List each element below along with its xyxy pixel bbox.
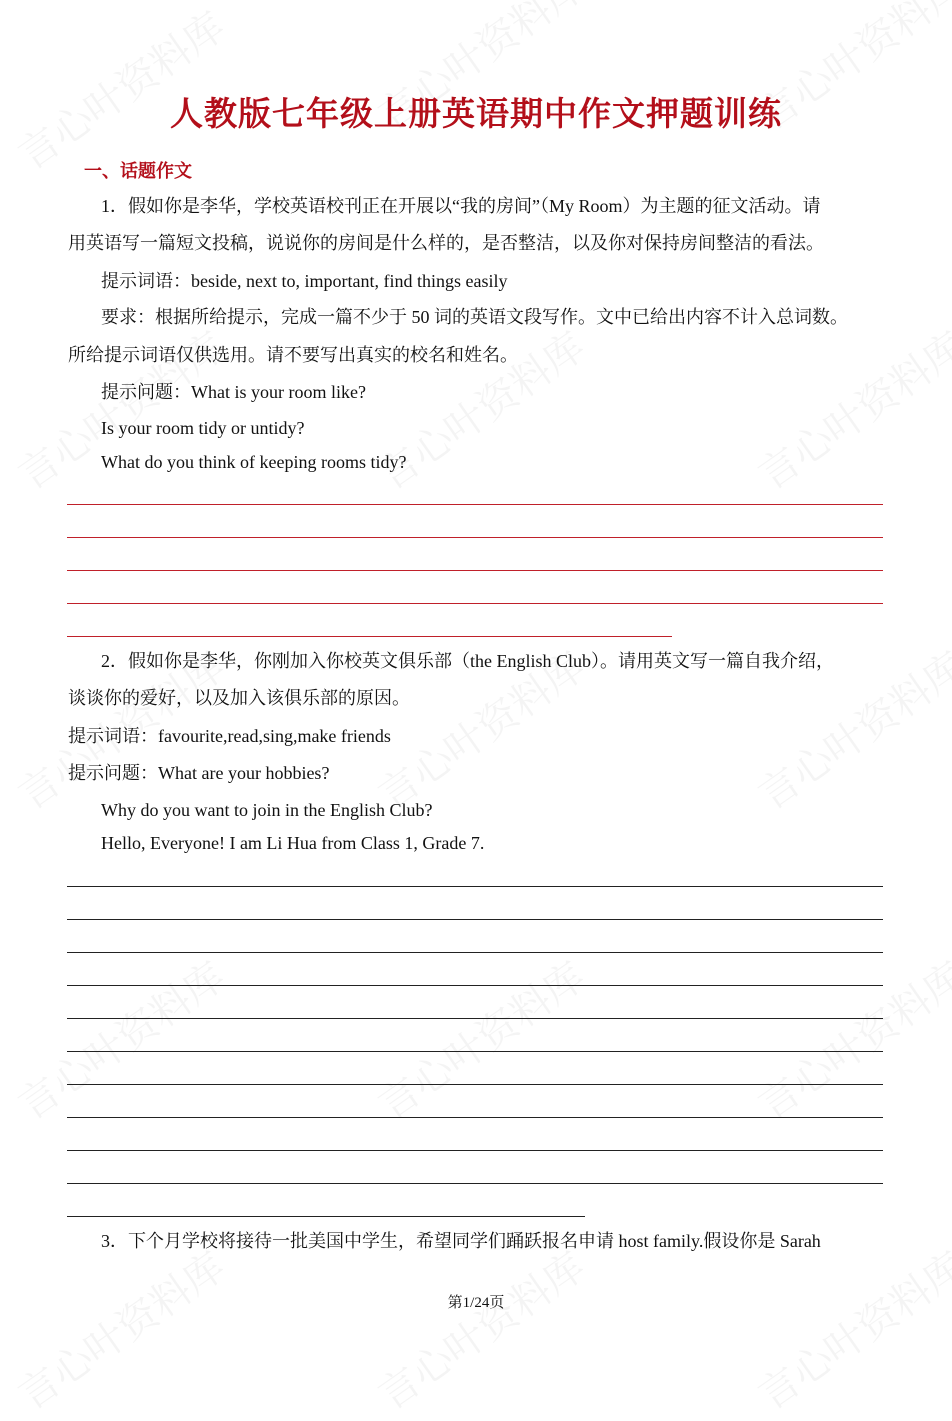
watermark [365,946,594,1130]
q1-hint-question-1: 提示问题：What is your room like? [101,382,366,402]
q3-line1: 3．下个月学校将接待一批美国中学生，希望同学们踊跃报名申请 host family.假设你是 Sarah [101,1231,821,1251]
answer-line [67,919,883,920]
answer-line [67,1084,883,1085]
answer-line [67,1018,883,1019]
page-title: 人教版七年级上册英语期中作文押题训练 [170,94,782,133]
q2-line1: 2．假如你是李华，你刚加入你校英文俱乐部（the English Club）。请用英文写一篇自我介绍， [101,651,834,671]
q1-hint-question-2: Is your room tidy or untidy? [101,418,305,438]
answer-line [67,603,883,604]
q2-hint-words: 提示词语：favourite,read,sing,make friends [68,726,391,746]
section-heading: 一、话题作文 [84,161,192,182]
q1-hint-words: 提示词语：beside, next to, important, find things easily [101,271,508,291]
q2-hint-question-1: 提示问题：What are your hobbies? [68,763,330,783]
watermark [5,1236,234,1420]
answer-line [67,952,883,953]
answer-line [67,570,883,571]
answer-line [67,1150,883,1151]
answer-line [67,886,883,887]
answer-line [67,636,672,637]
q1-requirement-2: 所给提示词语仅供选用。请不要写出真实的校名和姓名。 [68,345,518,365]
watermark [365,1236,594,1420]
answer-line [67,1183,883,1184]
q2-hint-question-2: Why do you want to join in the English Club? [101,800,433,820]
q2-opening: Hello, Everyone! I am Li Hua from Class 1, Grade 7. [101,833,485,853]
watermark [745,946,952,1130]
page-number: 第1/24页 [447,1295,505,1311]
q1-requirement-1: 要求：根据所给提示，完成一篇不少于 50 词的英语文段写作。文中已给出内容不计入总词数。 [101,307,848,327]
q2-line2: 谈谈你的爱好，以及加入该俱乐部的原因。 [68,688,410,708]
answer-line [67,1216,585,1217]
answer-line [67,537,883,538]
answer-line [67,1051,883,1052]
q1-line1: 1．假如你是李华，学校英语校刊正在开展以“我的房间”（My Room）为主题的征文活动。请 [101,196,821,216]
answer-line [67,985,883,986]
watermark [5,946,234,1130]
answer-line [67,1117,883,1118]
watermark [745,316,952,500]
watermark [745,1236,952,1420]
q1-hint-question-3: What do you think of keeping rooms tidy? [101,452,407,472]
q1-line2: 用英语写一篇短文投稿，说说你的房间是什么样的，是否整洁，以及你对保持房间整洁的看法。 [68,233,824,253]
answer-line [67,504,883,505]
